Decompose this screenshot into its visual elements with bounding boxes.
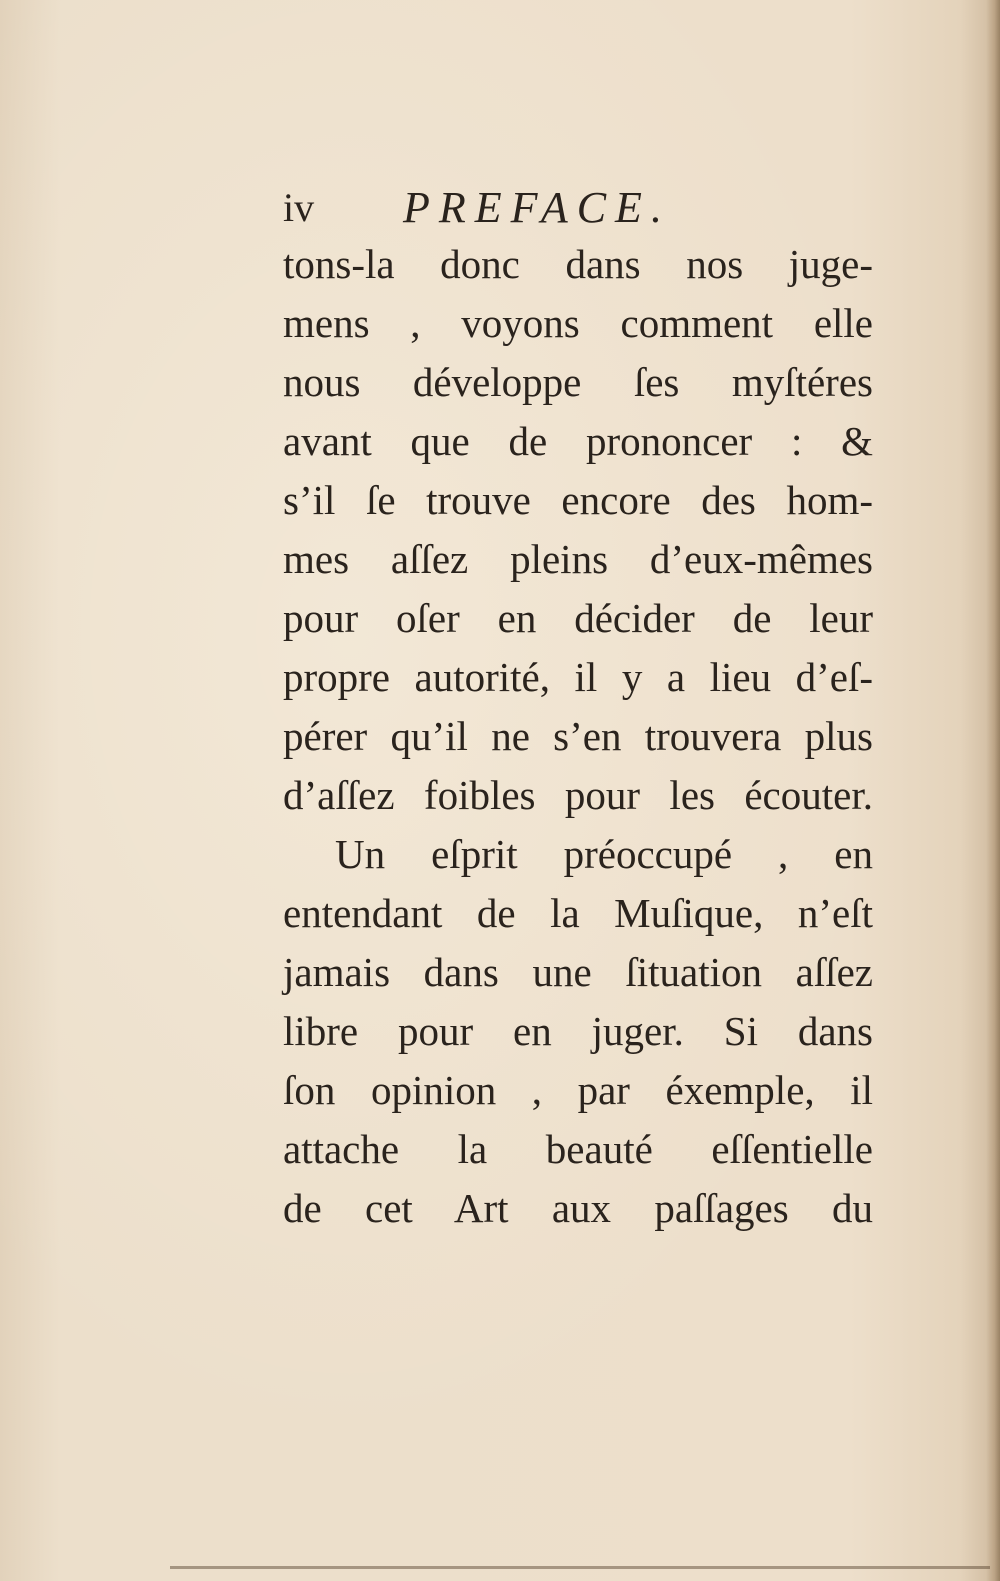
body-text [283, 235, 873, 1238]
page-bottom-edge [170, 1566, 990, 1569]
text-line: mens , voyons comment elle [283, 300, 873, 346]
text-line: nous développe ſes myſtéres [283, 359, 873, 405]
text-line: s’il ſe trouve encore des hom- [283, 477, 873, 523]
paragraph-first-line: Un eſprit préoccupé , en [335, 831, 873, 877]
text-line: jamais dans une ſituation aſſez [283, 949, 873, 995]
text-line: entendant de la Muſique, n’eſt [283, 890, 873, 936]
text-line: pérer qu’il ne s’en trouvera plus [283, 713, 873, 759]
text-line: tons-la donc dans nos juge- [283, 241, 873, 287]
text-line: propre autorité, il y a lieu d’eſ- [283, 654, 873, 700]
text-line: de cet Art aux paſſages du [283, 1185, 873, 1231]
running-head [283, 176, 883, 236]
text-line: ſon opinion , par éxemple, il [283, 1067, 873, 1113]
text-line: d’aſſez foibles pour les écouter. [283, 772, 873, 818]
text-line: avant que de prononcer : & [283, 418, 873, 464]
text-line: attache la beauté eſſentielle [283, 1126, 873, 1172]
running-title: PREFACE. [403, 183, 671, 232]
text-line: mes aſſez pleins d’eux-mêmes [283, 536, 873, 582]
text-line: libre pour en juger. Si dans [283, 1008, 873, 1054]
text-line: pour oſer en décider de leur [283, 595, 873, 641]
page-number: iv [283, 185, 315, 230]
page-edge-shadow [986, 0, 1000, 1581]
